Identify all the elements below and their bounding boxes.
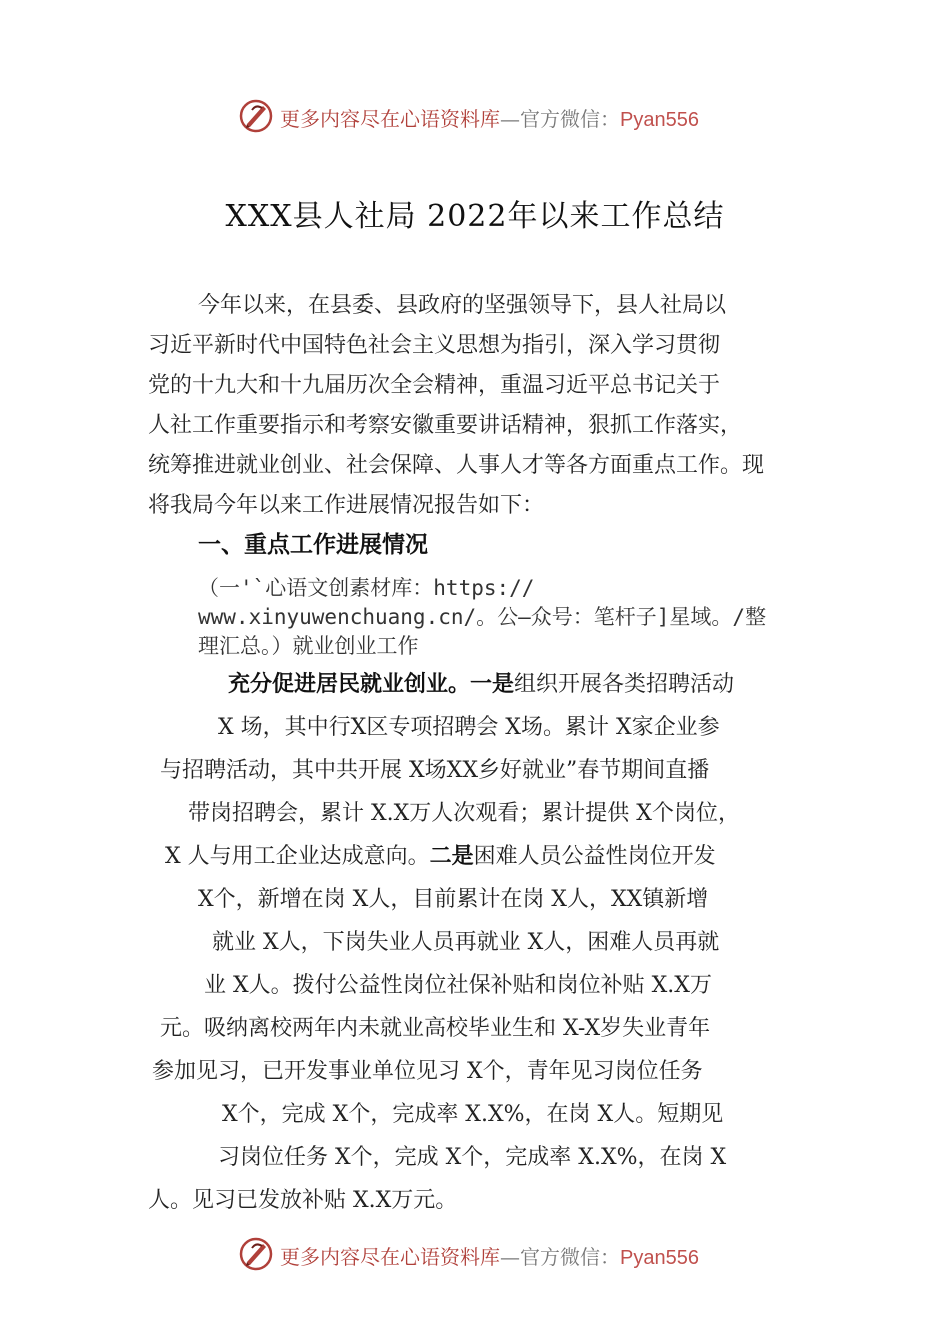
banner-text — [280, 103, 699, 132]
para-line: 业 X人。拨付公益性岗位社保补贴和岗位补贴 X.X万 — [204, 973, 712, 998]
para-line: X个，新增在岗 X人，目前累计在岗 X人，XX镇新增 — [198, 887, 709, 912]
para-second-marker: 二是 — [429, 843, 474, 869]
subsection-line: 理汇总。）就业创业工作 — [198, 634, 419, 658]
footer-banner — [0, 1234, 950, 1274]
page-title: XXX县人社局 2022年以来工作总结 — [225, 199, 725, 234]
para-line: 参加见习，已开发事业单位见习 X个，青年见习岗位任务 — [152, 1059, 703, 1084]
para-line — [165, 839, 716, 870]
intro-line: 人社工作重要指示和考察安徽重要讲话精神，狠抓工作落实， — [148, 413, 743, 438]
para-line: 元。吸纳离校两年内未就业高校毕业生和 X-X岁失业青年 — [160, 1016, 711, 1041]
logo-icon — [238, 1236, 274, 1272]
subsection-line: （一'`心语文创素材库：https:// — [198, 576, 535, 600]
para-lead-bold: 充分促进居民就业创业。 — [228, 671, 471, 697]
para-line: 习岗位任务 X个，完成 X个，完成率 X.X%，在岗 X — [218, 1145, 727, 1170]
banner-wechat-label: 官方微信： — [520, 107, 620, 131]
banner-text — [280, 1241, 699, 1270]
para-line-text: 组织开展各类招聘活动 — [514, 672, 735, 697]
intro-line: 统筹推进就业创业、社会保障、人事人才等各方面重点工作。现 — [148, 453, 765, 478]
para-line: 与招聘活动，其中共开展 X场XX乡好就业”春节期间直播 — [160, 758, 710, 783]
intro-line: 党的十九大和十九届历次全会精神，重温习近平总书记关于 — [148, 373, 721, 398]
intro-line: 习近平新时代中国特色社会主义思想为指引，深入学习贯彻 — [148, 333, 721, 358]
banner-wechat-label: 官方微信： — [520, 1245, 620, 1269]
para-line-text: 困难人员公益性岗位开发 — [473, 844, 716, 869]
logo-icon — [238, 98, 274, 134]
para-line: 人。见习已发放补贴 X.X万元。 — [148, 1188, 458, 1213]
intro-line: 将我局今年以来工作进展情况报告如下： — [148, 493, 545, 518]
banner-site-name: 更多内容尽在心语资料库 — [280, 107, 500, 131]
para-line — [228, 667, 734, 698]
para-line: 带岗招聘会，累计 X.X万人次观看；累计提供 X个岗位， — [188, 801, 740, 826]
header-banner — [0, 96, 950, 136]
intro-line: 今年以来，在县委、县政府的坚强领导下，县人社局以 — [198, 293, 727, 318]
para-line-text: X 人与用工企业达成意向。 — [165, 844, 430, 869]
subsection-line: www.xinyuwenchuang.cn/。公—众号：笔杆子]星域。/整 — [198, 605, 767, 629]
para-first-marker: 一是 — [470, 671, 515, 697]
section-heading: 一、重点工作进展情况 — [198, 532, 428, 558]
banner-handle: Pyan556 — [620, 109, 699, 131]
para-line: X 场，其中行X区专项招聘会 X场。累计 X家企业参 — [218, 715, 720, 740]
banner-handle: Pyan556 — [620, 1247, 699, 1269]
banner-site-name: 更多内容尽在心语资料库 — [280, 1245, 500, 1269]
banner-dash: — — [500, 1245, 520, 1269]
para-line: X个，完成 X个，完成率 X.X%，在岗 X人。短期见 — [222, 1102, 724, 1127]
para-line: 就业 X人，下岗失业人员再就业 X人，困难人员再就 — [212, 930, 720, 955]
banner-dash: — — [500, 107, 520, 131]
